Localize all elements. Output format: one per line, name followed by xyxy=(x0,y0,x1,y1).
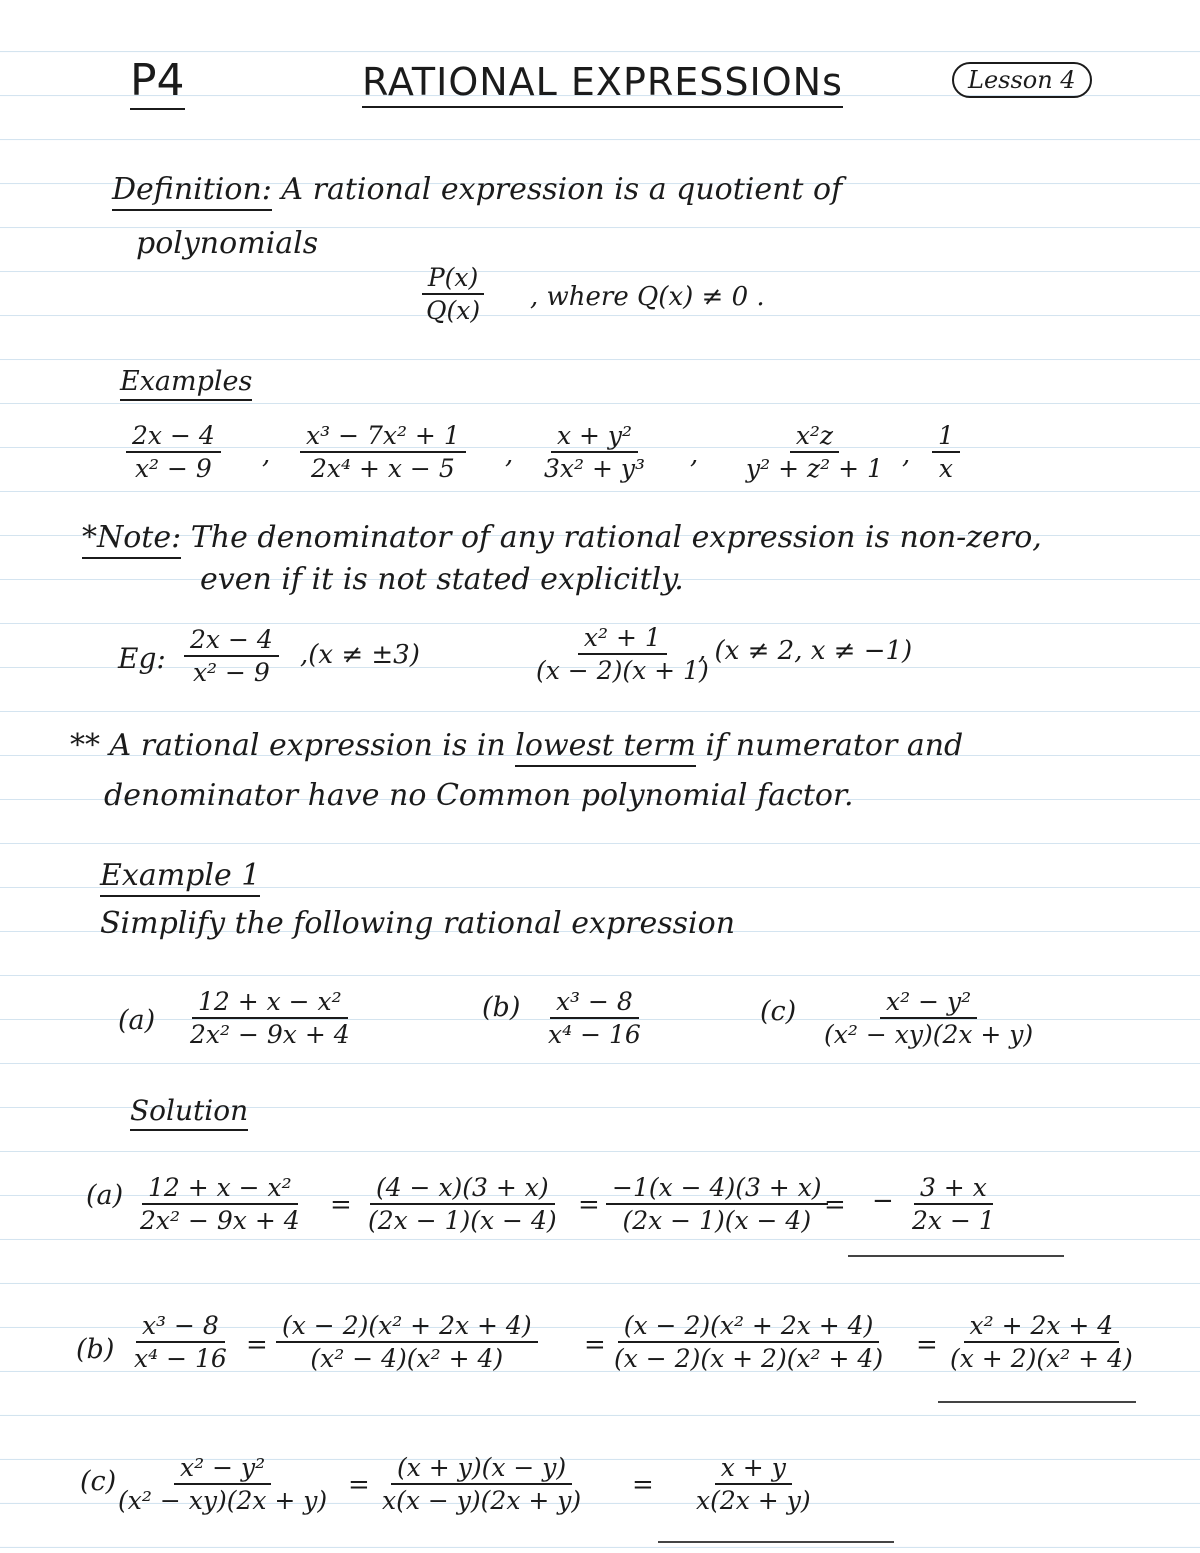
comma-separator: , xyxy=(902,440,911,470)
page-title: RATIONAL EXPRESSIONs xyxy=(362,60,843,108)
comma-separator: , xyxy=(690,440,699,470)
solution-b-step: $\frac{\text{x³ − 8}}{\text{x⁴ − 16}}$ xyxy=(134,1311,227,1374)
example1-instruction: Simplify the following rational expression xyxy=(100,906,736,941)
answer-underline xyxy=(658,1538,894,1543)
comma-separator: , xyxy=(505,440,514,470)
problem-tag: (a) xyxy=(118,1005,156,1036)
problem-fraction: $\frac{\text{x² − y²}}{\text{(x² − xy)(2x + y)}}$ xyxy=(824,987,1034,1050)
definition-label: Definition: xyxy=(112,172,272,211)
note-line1: *Note: The denominator of any rational expression is non-zero, xyxy=(82,520,1042,555)
note-line2: even if it is not stated explicitly. xyxy=(200,562,684,597)
equals-sign: = xyxy=(632,1470,654,1500)
example1-label: Example 1 xyxy=(100,858,260,897)
eg-fraction-2: $\frac{\text{x² + 1}}{(x - 2)(x + 1)}$ xyxy=(536,623,709,686)
equals-sign: = xyxy=(824,1190,846,1220)
example-fraction: $\frac{2x - 4}{\text{x² − 9}}$ xyxy=(126,420,221,485)
solution-c-step: $\frac{\text{x² − y²}}{\text{(x² − xy)(2x + y)}}$ xyxy=(118,1453,328,1516)
solution-b-answer: $\frac{\text{x² + 2x + 4}}{\text{(x + 2)(x² + 4)}}$ xyxy=(950,1311,1133,1374)
note-label: *Note: xyxy=(82,520,181,559)
problem-tag: (b) xyxy=(482,992,521,1023)
problem-fraction: $\frac{\text{12 + x − x²}}{\text{2x² − 9x + 4}}$ xyxy=(190,987,350,1050)
solution-b-step: $\frac{\text{(x − 2)(x² + 2x + 4)}}{\text{(x − 2)(x + 2)(x² + 4)}}$ xyxy=(614,1311,884,1374)
solution-a-answer: $\frac{3 + x}{2x - 1}$ xyxy=(912,1173,995,1236)
solution-b-tag: (b) xyxy=(76,1334,115,1365)
fraction-denominator: Q(x) xyxy=(426,296,481,326)
example-fraction: $\frac{1}{x}$ xyxy=(932,420,960,485)
negative-sign: − xyxy=(872,1186,894,1216)
equals-sign: = xyxy=(584,1330,606,1360)
equals-sign: = xyxy=(246,1330,268,1360)
solution-a-step: $\frac{\text{12 + x − x²}}{\text{2x² − 9x + 4}}$ xyxy=(140,1173,300,1236)
problem-tag: (c) xyxy=(760,996,797,1027)
fraction-numerator: P(x) xyxy=(422,262,484,295)
eg-condition-2: , (x ≠ 2, x ≠ −1) xyxy=(698,636,913,666)
solution-a-tag: (a) xyxy=(86,1180,124,1211)
answer-underline xyxy=(848,1252,1064,1257)
solution-c-tag: (c) xyxy=(80,1466,117,1497)
problem-fraction: $\frac{\text{x³ − 8}}{\text{x⁴ − 16}}$ xyxy=(548,987,641,1050)
examples-label: Examples xyxy=(120,366,252,401)
solution-a-step: $\frac{(4 - x)(3 + x)}{(2x - 1)(x - 4)}$ xyxy=(368,1173,557,1236)
definition-condition: , where Q(x) ≠ 0 . xyxy=(530,282,765,312)
page-code: P4 xyxy=(130,55,185,110)
lowest-term-keyword: lowest term xyxy=(515,728,696,767)
eg-condition-1: ,(x ≠ ±3) xyxy=(300,640,420,670)
definition-text-line1: A rational expression is a quotient of xyxy=(281,172,843,207)
equals-sign: = xyxy=(916,1330,938,1360)
equals-sign: = xyxy=(348,1470,370,1500)
definition-text-line2: polynomials xyxy=(136,226,319,261)
lesson-badge: Lesson 4 xyxy=(952,62,1092,98)
lowest-term-line1: ** A rational expression is in lowest term if numerator and xyxy=(70,728,963,763)
answer-underline xyxy=(938,1398,1136,1403)
equals-sign: = xyxy=(578,1190,600,1220)
eg-label: Eg: xyxy=(118,642,166,675)
definition-heading xyxy=(112,172,842,207)
solution-label: Solution xyxy=(130,1094,248,1131)
solution-c-answer: $\frac{x + y}{x(2x + y)}$ xyxy=(696,1453,811,1516)
lowest-term-line2: denominator have no Common polynomial factor. xyxy=(104,778,854,813)
equals-sign: = xyxy=(330,1190,352,1220)
example-fraction: $\frac{\text{x²z}}{\text{y² + z² + 1}}$ xyxy=(746,421,883,484)
comma-separator: , xyxy=(262,440,271,470)
solution-c-step: $\frac{(x + y)(x - y)}{x(x - y)(2x + y)}$ xyxy=(382,1453,582,1516)
definition-form-fraction xyxy=(420,262,486,327)
eg-fraction-1: $\frac{2x - 4}{\text{x² − 9}}$ xyxy=(184,624,279,689)
example-fraction: $\frac{\text{x + y²}}{\text{3x² + y³}}$ xyxy=(544,421,646,484)
solution-a-step: $\frac{-1(x - 4)(3 + x)}{(2x - 1)(x - 4)}$ xyxy=(606,1172,828,1237)
example-fraction: $\frac{\text{x³ − 7x² + 1}}{\text{2x⁴ + x − 5}}$ xyxy=(300,420,466,485)
solution-b-step: $\frac{\text{(x − 2)(x² + 2x + 4)}}{\text{(x² − 4)(x² + 4)}}$ xyxy=(276,1310,538,1375)
